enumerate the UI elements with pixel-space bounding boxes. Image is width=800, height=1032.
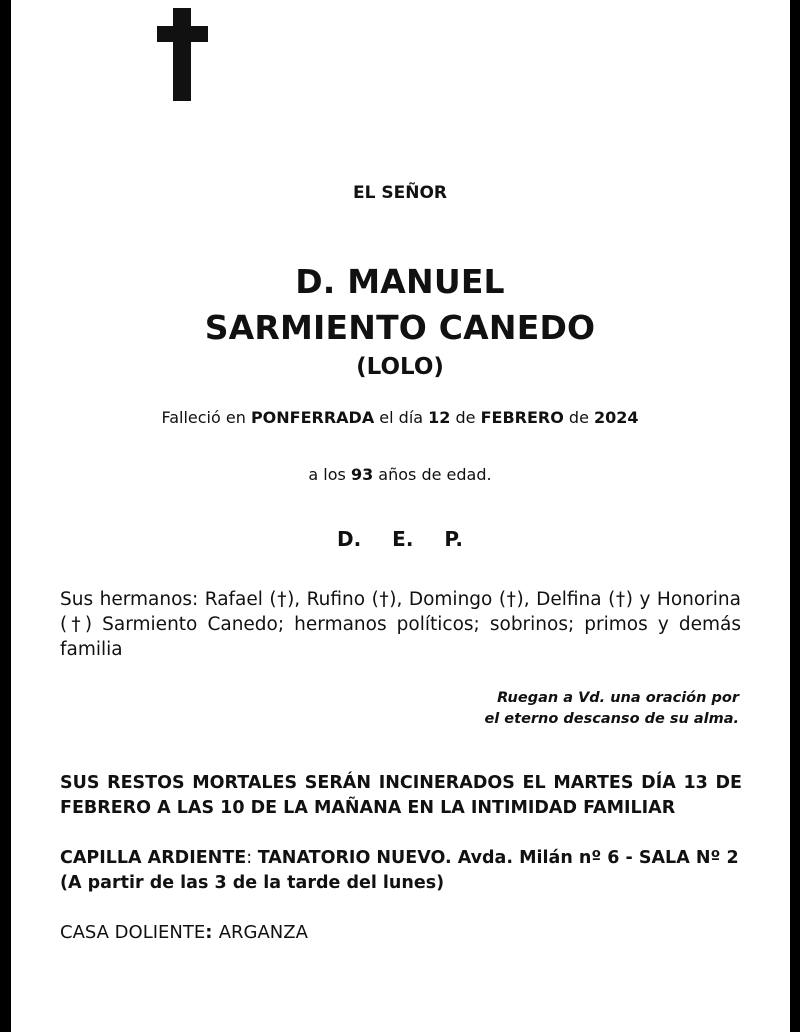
mourning-house bbox=[60, 922, 308, 943]
chapel-info bbox=[60, 846, 742, 896]
chapel-value: TANATORIO NUEVO. Avda. Milán nº 6 - SALA Nº 2 bbox=[257, 848, 739, 868]
age-years: 93 bbox=[350, 465, 374, 484]
age-notice bbox=[0, 465, 800, 484]
deceased-name-line2: SARMIENTO CANEDO bbox=[204, 308, 596, 347]
age-text-2: años de edad. bbox=[373, 465, 492, 484]
death-month: FEBRERO bbox=[480, 408, 564, 427]
deceased-nickname: (LOLO) bbox=[356, 354, 444, 380]
death-text-4: de bbox=[563, 408, 594, 427]
death-text-2: el día bbox=[374, 408, 429, 427]
death-place: PONFERRADA bbox=[250, 408, 375, 427]
death-day: 12 bbox=[428, 408, 451, 427]
family-text: Sus hermanos: Rafael (†), Rufino (†), Domingo (†), Delfina (†) y Honorina (†) Sarmiento Canedo; hermanos políticos; sobrinos; primos y demás familia bbox=[60, 589, 741, 660]
death-text-1: Falleció en bbox=[161, 408, 251, 427]
chapel-sep: : bbox=[246, 848, 258, 868]
chapel-hours: (A partir de las 3 de la tarde del lunes) bbox=[60, 873, 445, 893]
house-value: ARGANZA bbox=[218, 922, 308, 943]
remains-notice: SUS RESTOS MORTALES SERÁN INCINERADOS EL MARTES DÍA 13 DE FEBRERO A LAS 10 DE LA MAÑANA EN LA INTIMIDAD FAMILIAR bbox=[60, 773, 742, 818]
cross-vertical-bar bbox=[173, 8, 191, 101]
intro-title: EL SEÑOR bbox=[353, 183, 447, 203]
house-label: CASA DOLIENTE bbox=[60, 922, 206, 943]
age-text-1: a los bbox=[308, 465, 351, 484]
prayer-line2: el eterno descanso de su alma. bbox=[484, 711, 739, 727]
rest-in-peace: D. E. P. bbox=[337, 527, 463, 551]
death-text-3: de bbox=[450, 408, 481, 427]
cross-horizontal-bar bbox=[157, 26, 208, 42]
death-year: 2024 bbox=[594, 408, 639, 427]
death-notice bbox=[0, 408, 800, 427]
prayer-line1: Ruegan a Vd. una oración por bbox=[497, 690, 739, 706]
deceased-name-line1: D. MANUEL bbox=[295, 262, 505, 301]
chapel-label: CAPILLA ARDIENTE bbox=[60, 848, 247, 868]
house-sep: : bbox=[205, 922, 219, 943]
prayer-request bbox=[484, 688, 739, 730]
